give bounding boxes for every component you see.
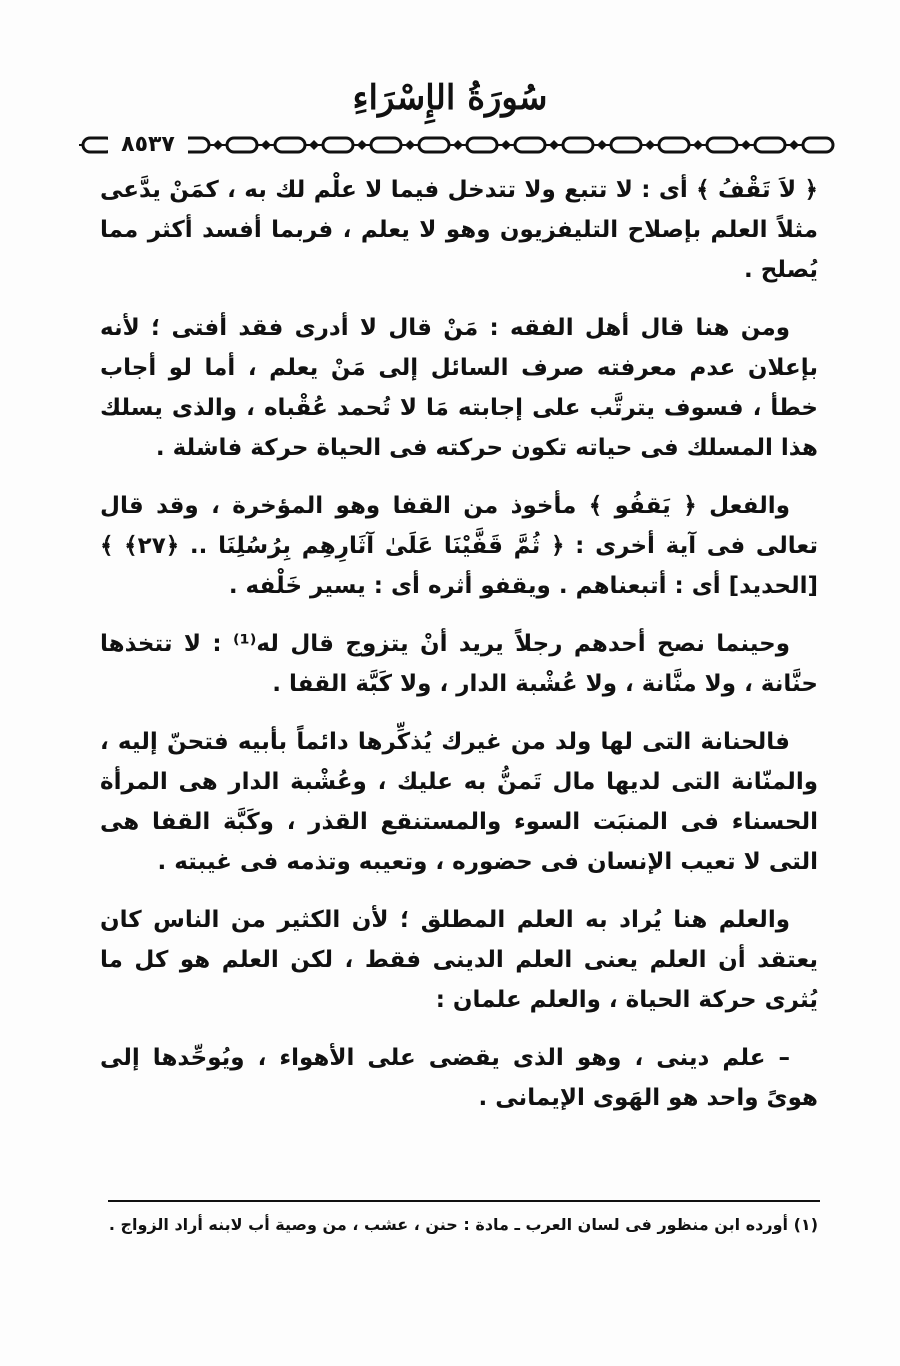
main-text [100,170,818,1136]
ornament-diamond [357,140,367,150]
paragraph: والعلم هنا يُراد به العلم المطلق ؛ لأن الكثير من الناس كان يعتقد أن العلم يعنى العلم الدينى فقط ، لكن العلم هو كل ما يُثرى حركة الحياة ، والعلم علمان : [100,907,818,1013]
page-number: ٨٥٣٧ [108,130,188,160]
ornament-link [275,138,305,152]
paragraph: – علم دينى ، وهو الذى يقضى على الأهواء ، ويُوحِّدها إلى هوىً واحد هو الهَوى الإيمانى . [100,1045,818,1111]
footnote: (١) أورده ابن منظور فى لسان العرب ـ مادة : حنن ، عشب ، من وصية أب لابنه أراد الزواج . [108,1215,818,1234]
ornament-diamond [453,140,463,150]
ornament-diamond [645,140,655,150]
ornament-link [419,138,449,152]
ornament-diamond [261,140,271,150]
ornament-link [467,138,497,152]
ornament-link [323,138,353,152]
paragraph: وحينما نصح أحدهم رجلاً يريد أنْ يتزوج قال له⁽¹⁾ : لا تتخذها حنَّانة ، ولا منَّانة ، ولا عُشْبة الدار ، ولا كَبَّة القفا . [100,631,818,697]
ornament-link [755,138,785,152]
paragraph: ومن هنا قال أهل الفقه : مَنْ قال لا أدرى فقد أفتى ؛ لأنه بإعلان عدم معرفته صرف السائل إلى مَنْ يعلم ، أما لو أجاب خطأ ، فسوف يترتَّب على إجابته مَا لا تُحمد عُقْباه ، والذى يسلك هذا المسلك فى حياته تكون حركته فى الحياة حركة فاشلة . [100,315,818,461]
paragraph: ﴿ لاَ تَقْفُ ﴾ أى : لا تتبع ولا تتدخل فيما لا علْم لك به ، كمَنْ يدَّعى مثلاً العلم بإصلاح التليفزيون وهو لا يعلم ، فربما أفسد أكثر مما يُصلح . [100,177,818,283]
ornament-diamond [549,140,559,150]
ornament-chain [75,128,835,162]
ornament-diamond [405,140,415,150]
paragraph: فالحنانة التى لها ولد من غيرك يُذكِّرها دائماً بأبيه فتحنّ إليه ، والمنّانة التى لديها مال تَمنُّ به عليك ، وعُشْبة الدار هى المرأة الحسناء فى المنبَت السوء والمستنقع القذر ، وكَبَّة القفا هى التى لا تعيب الإنسان فى حضوره ، وتعيبه وتذمه فى غيبته . [100,729,818,875]
ornamental-border [75,128,835,162]
ornament-diamond [309,140,319,150]
surah-title: سُورَةُ الإِسْرَاءِ [352,78,548,118]
ornament-diamond [213,140,223,150]
paragraph: والفعل ﴿ يَقفُو ﴾ مأخوذ من القفا وهو المؤخرة ، وقد قال تعالى فى آية أخرى : ﴿ ثُمَّ قَفَّيْنَا عَلَىٰ آثَارِهِم بِرُسُلِنَا .. ﴿٢٧﴾ ﴾ [الحديد] أى : أتبعناهم . ويقفو أثره أى : يسير خَلْفه . [100,493,818,599]
ornament-diamond [789,140,799,150]
ornament-diamond [693,140,703,150]
ornament-link [659,138,689,152]
ornament-diamond [501,140,511,150]
ornament-link [227,138,257,152]
ornament-diamond [741,140,751,150]
ornament-link [803,138,833,152]
ornament-link [707,138,737,152]
ornament-link [515,138,545,152]
ornament-link [611,138,641,152]
ornament-diamond [597,140,607,150]
ornament-link [563,138,593,152]
footnote-divider [108,1200,820,1202]
ornament-link [371,138,401,152]
